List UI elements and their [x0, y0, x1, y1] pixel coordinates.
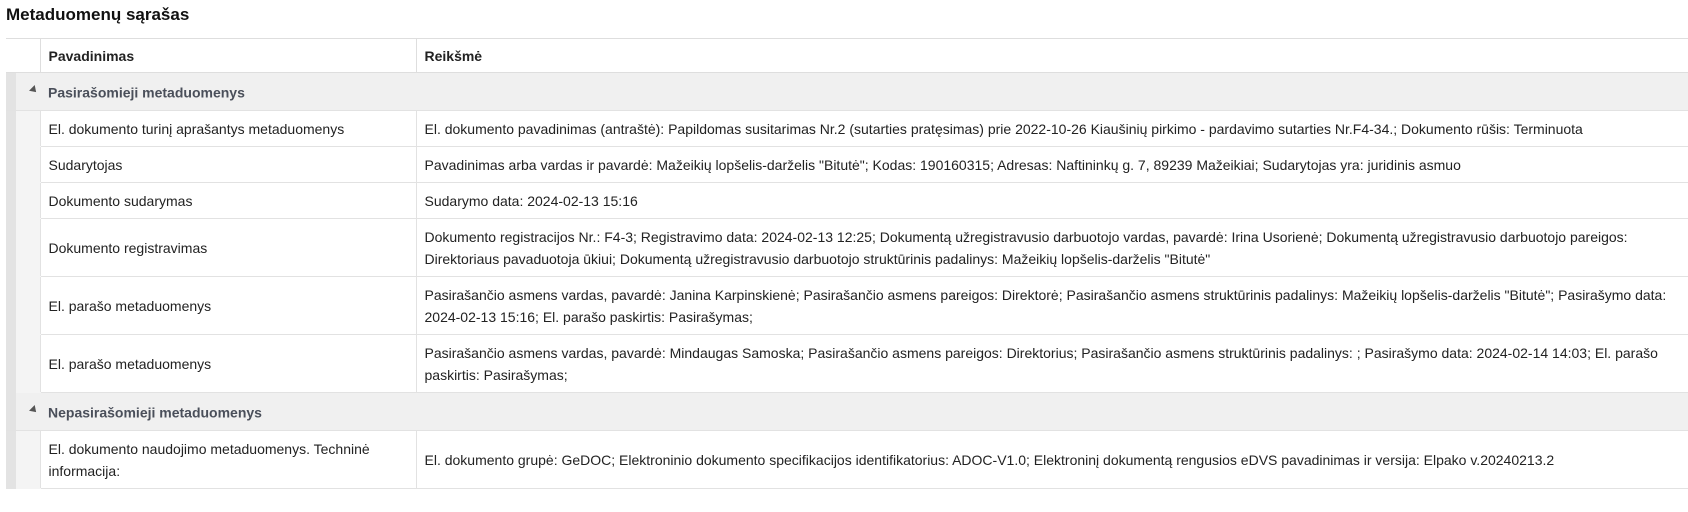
column-header-name[interactable]: Pavadinimas	[40, 39, 416, 73]
table-row[interactable]	[6, 147, 1688, 183]
row-strip	[6, 111, 16, 147]
table-row[interactable]	[6, 183, 1688, 219]
row-value: Pasirašančio asmens vardas, pavardė: Janina Karpinskienė; Pasirašančio asmens pareigos: Direktorė; Pasirašančio asmens struktūrinis padalinys: Mažeikių lopšelis-darželis "Bitutė"; Pasirašymo data: 2024-02-13 15:16; El. parašo paskirtis: Pasirašymas;	[416, 277, 1688, 335]
group-header-cell[interactable]	[16, 393, 1688, 431]
row-indent	[16, 219, 40, 277]
row-name: El. dokumento turinį aprašantys metaduomenys	[40, 111, 416, 147]
row-value: El. dokumento pavadinimas (antraštė): Papildomas susitarimas Nr.2 (sutarties pratęsimas) prie 2022-10-26 Kiaušinių pirkimo - pardavimo sutarties Nr.F4-34.; Dokumento rūšis: Terminuota	[416, 111, 1688, 147]
row-indent	[16, 147, 40, 183]
row-value: Pavadinimas arba vardas ir pavardė: Mažeikių lopšelis-darželis "Bitutė"; Kodas: 190160315; Adresas: Naftininkų g. 7, 89239 Mažeikiai; Sudarytojas yra: juridinis asmuo	[416, 147, 1688, 183]
grid-header-row	[6, 39, 1688, 73]
group-row-unsigned[interactable]	[6, 393, 1688, 431]
row-value: Pasirašančio asmens vardas, pavardė: Mindaugas Samoska; Pasirašančio asmens pareigos: Direktorius; Pasirašančio asmens struktūrinis padalinys: ; Pasirašymo data: 2024-02-14 14:03; El. parašo paskirtis: Pasirašymas;	[416, 335, 1688, 393]
group-row-signed[interactable]	[6, 73, 1688, 111]
table-row[interactable]	[6, 277, 1688, 335]
row-indent	[16, 183, 40, 219]
table-row[interactable]	[6, 431, 1688, 489]
row-indent	[16, 335, 40, 393]
row-value: El. dokumento grupė: GeDOC; Elektroninio dokumento specifikacijos identifikatorius: ADOC-V1.0; Elektroninį dokumentą rengusios eDVS pavadinimas ir versija: Elpako v.20240213.2	[416, 431, 1688, 489]
row-strip	[6, 219, 16, 277]
collapse-triangle-icon[interactable]	[29, 85, 39, 95]
row-strip	[6, 183, 16, 219]
group-label: Pasirašomieji metaduomenys	[48, 84, 245, 101]
row-indent	[16, 277, 40, 335]
row-strip	[6, 277, 16, 335]
header-gutter	[6, 39, 40, 73]
table-row[interactable]	[6, 111, 1688, 147]
page-title: Metaduomenų sąrašas	[6, 5, 190, 24]
row-value: Dokumento registracijos Nr.: F4-3; Registravimo data: 2024-02-13 12:25; Dokumentą užregistravusio darbuotojo vardas, pavardė: Irina Usorienė; Dokumentą užregistravusio darbuotojo pareigos: Direktoriaus pavaduotoja ūkiui; Dokumentą užregistravusio darbuotojo struktūrinis padalinys: Mažeikių lopšelis-darželis "Bitutė"	[416, 219, 1688, 277]
row-name: El. dokumento naudojimo metaduomenys. Techninė informacija:	[40, 431, 416, 489]
row-name: El. parašo metaduomenys	[40, 277, 416, 335]
row-name: Dokumento sudarymas	[40, 183, 416, 219]
group-strip	[6, 393, 16, 431]
row-name: Sudarytojas	[40, 147, 416, 183]
row-strip	[6, 335, 16, 393]
group-header-cell[interactable]	[16, 73, 1688, 111]
row-value: Sudarymo data: 2024-02-13 15:16	[416, 183, 1688, 219]
row-strip	[6, 147, 16, 183]
row-strip	[6, 431, 16, 489]
table-row[interactable]	[6, 219, 1688, 277]
row-indent	[16, 431, 40, 489]
collapse-triangle-icon[interactable]	[29, 405, 39, 415]
row-name: El. parašo metaduomenys	[40, 335, 416, 393]
metadata-grid	[6, 38, 1688, 489]
row-indent	[16, 111, 40, 147]
table-row[interactable]	[6, 335, 1688, 393]
row-name: Dokumento registravimas	[40, 219, 416, 277]
column-header-value[interactable]: Reikšmė	[416, 39, 1688, 73]
group-label: Nepasirašomieji metaduomenys	[48, 404, 262, 421]
group-strip	[6, 73, 16, 111]
